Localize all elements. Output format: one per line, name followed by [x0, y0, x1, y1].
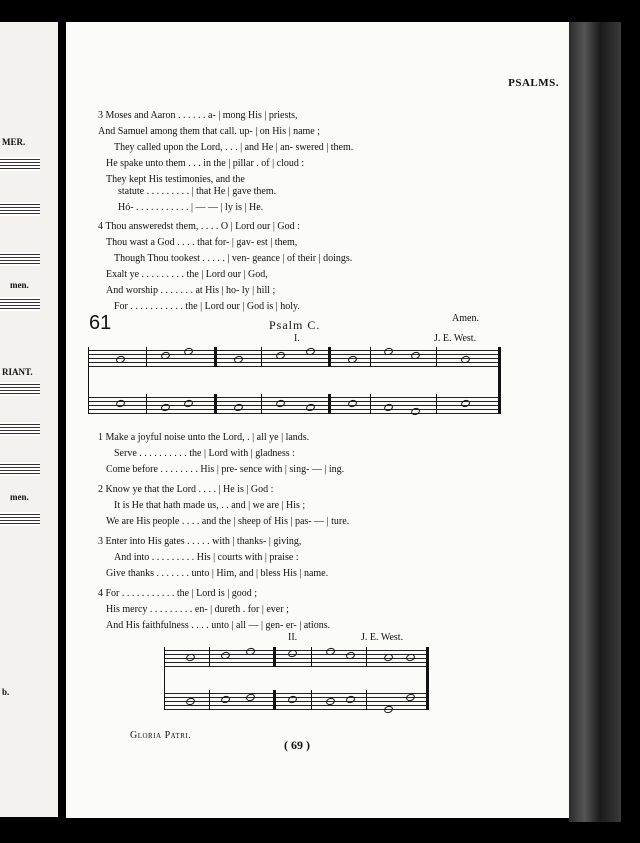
double-barline — [214, 394, 217, 414]
verse-line: Give thanks . . . . . . . unto | Him, and | bless His | name. — [106, 568, 329, 579]
facing-page-fragment: MER. — [2, 137, 26, 147]
chant-label: I. — [294, 333, 300, 344]
verse-line: Though Thou tookest . . . . . | ven- geance | of their | doings. — [114, 253, 353, 264]
barline — [146, 394, 147, 414]
facing-page-fragment: RIANT. — [2, 367, 33, 377]
verse-line: For . . . . . . . . . . . the | Lord our | God is | holy. — [114, 301, 300, 312]
barline — [311, 647, 312, 667]
barline — [370, 394, 371, 414]
system-bracket — [164, 647, 165, 710]
double-barline — [214, 347, 217, 367]
barline — [146, 347, 147, 367]
verse-line: Thou wast a God . . . . that for- | gav- est | them, — [106, 237, 298, 248]
double-barline — [328, 347, 331, 367]
verse-line: They kept His testimonies, and the — [106, 174, 245, 185]
gloria-patri-label: Gloria Patri. — [130, 730, 192, 741]
page-number: ( 69 ) — [284, 738, 310, 752]
chant-number: 61 — [89, 312, 112, 334]
verse-line: We are His people . . . . and the | sheep of His | pas- — | ture. — [106, 516, 350, 527]
barline — [366, 690, 367, 710]
amen: Amen. — [452, 313, 479, 324]
verse-line: And into . . . . . . . . . His | courts with | praise : — [114, 552, 299, 563]
barline — [261, 347, 262, 367]
verse-line: They called upon the Lord, . . . | and He | an- swered | them. — [114, 142, 354, 153]
barline — [436, 347, 437, 367]
verse-line: Come before . . . . . . . . His | pre- sence with | sing- — | ing. — [106, 464, 345, 475]
note — [383, 705, 394, 715]
verse-line: 3 Enter into His gates . . . . . with | thanks- | giving, — [98, 536, 302, 547]
composer-credit: J. E. West. — [361, 632, 404, 643]
composer-credit: J. E. West. — [434, 333, 477, 344]
facing-page-fragment: men. — [10, 280, 29, 290]
verse-line: And Samuel among them that call. up- | on His | name ; — [98, 126, 321, 137]
facing-page-staff — [0, 202, 40, 216]
verse-line: statute . . . . . . . . . | that He | gave them. — [118, 186, 277, 197]
barline — [261, 394, 262, 414]
final-barline — [498, 347, 501, 414]
verse-line: He spake unto them . . . in the | pillar . of | cloud : — [106, 158, 305, 169]
double-barline — [328, 394, 331, 414]
facing-page-fragment: men. — [10, 492, 29, 502]
barline — [436, 394, 437, 414]
system-bracket — [88, 347, 89, 414]
verse-line: Serve . . . . . . . . . . the | Lord with | gladness : — [114, 448, 295, 459]
barline — [311, 690, 312, 710]
psalm-title: Psalm C. — [269, 318, 321, 332]
facing-page-staff — [0, 157, 40, 171]
book-spine — [569, 22, 621, 822]
barline — [370, 347, 371, 367]
verse-line: Hó- . . . . . . . . . . . | — — | ly is | He. — [118, 202, 264, 213]
barline — [209, 690, 210, 710]
verse-line: 3 Moses and Aaron . . . . . . a- | mong His | priests, — [98, 110, 298, 121]
facing-page-edge — [0, 22, 58, 817]
verse-line: Exalt ye . . . . . . . . . the | Lord our | God, — [106, 269, 268, 280]
facing-page-staff — [0, 382, 40, 396]
verse-line: 4 Thou answeredst them, . . . . O | Lord our | God : — [98, 221, 300, 232]
verse-line: 1 Make a joyful noise unto the Lord, . | all ye | lands. — [98, 432, 310, 443]
facing-page-staff — [0, 512, 40, 526]
facing-page-staff — [0, 297, 40, 311]
verse-line: And His faithfulness . . . . unto | all — | gen- er- | ations. — [106, 620, 331, 631]
chant-label: II. — [288, 632, 298, 643]
bass-staff — [88, 394, 500, 414]
double-barline — [273, 690, 276, 710]
barline — [366, 647, 367, 667]
book-page — [66, 22, 569, 818]
double-barline — [273, 647, 276, 667]
verse-line: 4 For . . . . . . . . . . . the | Lord is | good ; — [98, 588, 257, 599]
verse-line: And worship . . . . . . . at His | ho- ly | hill ; — [106, 285, 276, 296]
treble-staff — [88, 347, 500, 367]
facing-page-staff — [0, 252, 40, 266]
note — [410, 407, 421, 417]
final-barline — [426, 647, 429, 710]
verse-line: His mercy . . . . . . . . . en- | dureth . for | ever ; — [106, 604, 289, 615]
barline — [209, 647, 210, 667]
facing-page-staff — [0, 462, 40, 476]
running-title: PSALMS. — [508, 77, 559, 89]
facing-page-fragment: b. — [2, 687, 10, 697]
verse-line: 2 Know ye that the Lord . . . . | He is | God : — [98, 484, 274, 495]
verse-line: It is He that hath made us, . . and | we are | His ; — [114, 500, 306, 511]
facing-page-staff — [0, 422, 40, 436]
